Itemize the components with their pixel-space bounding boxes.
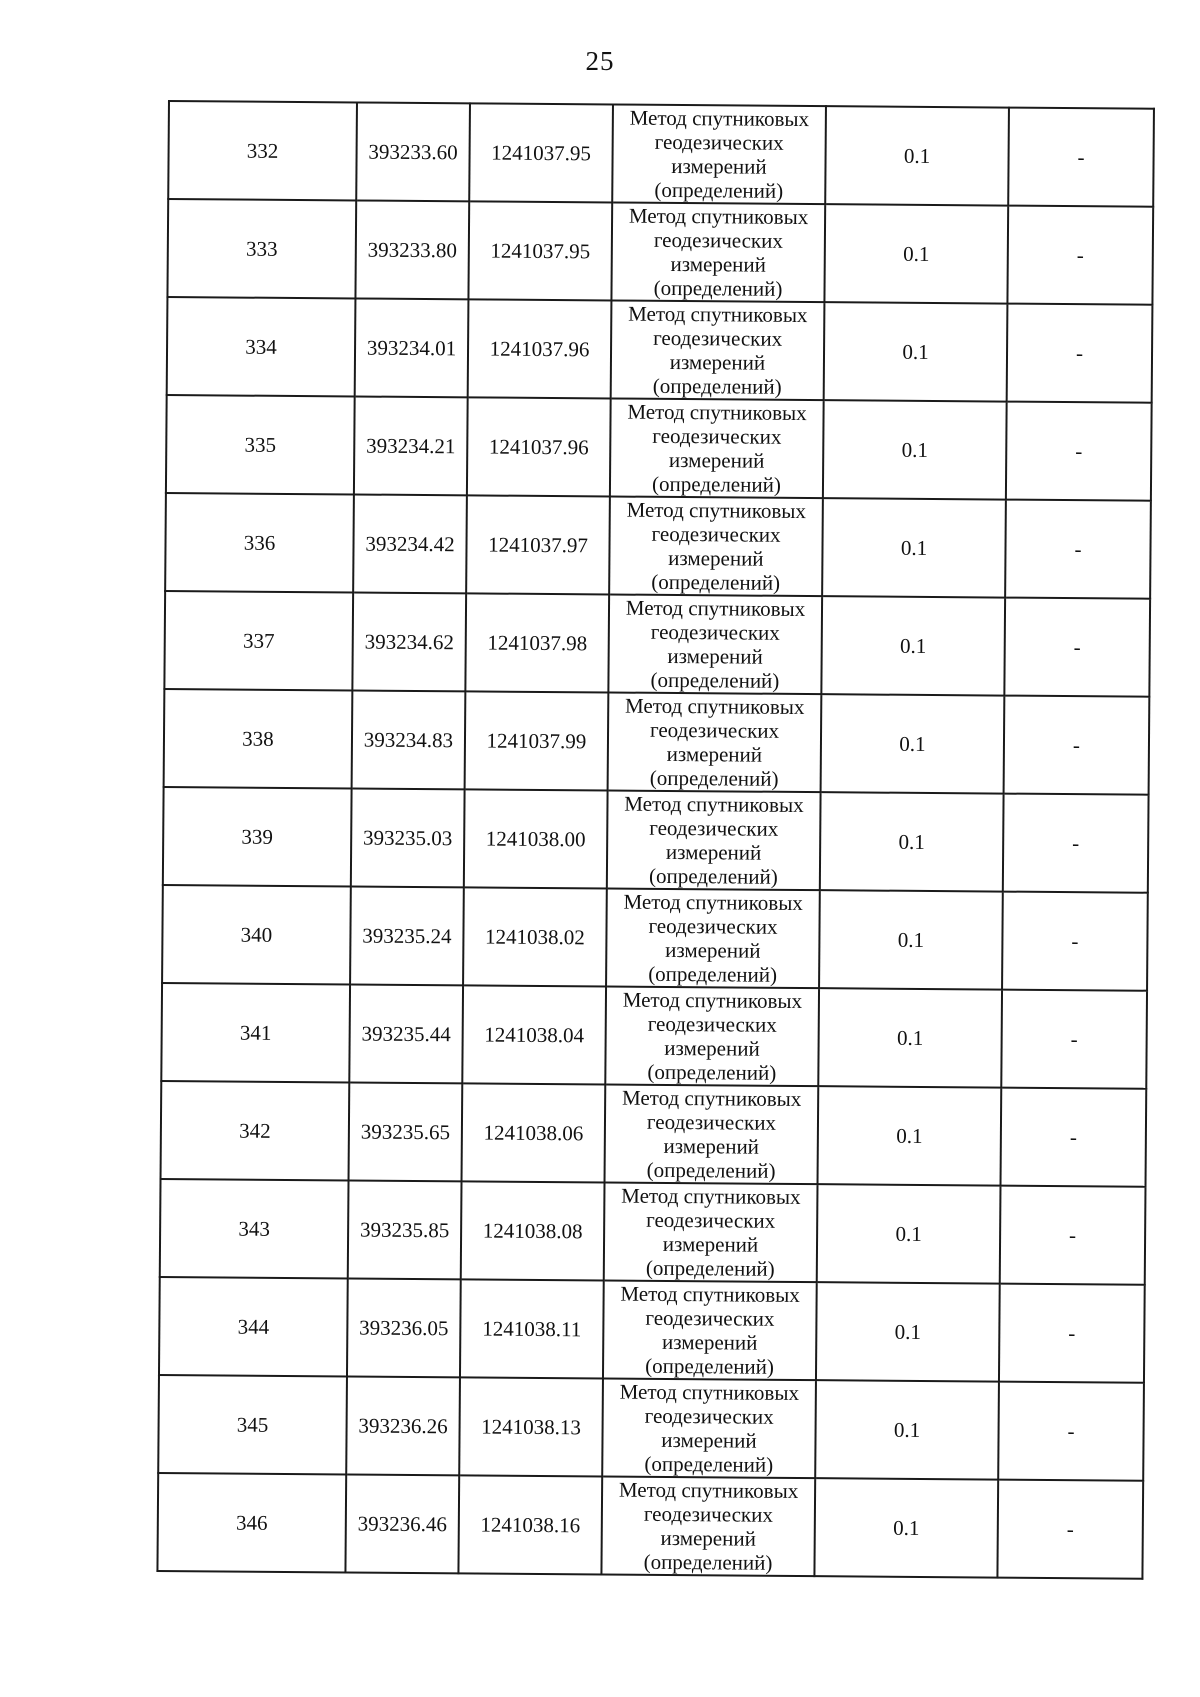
method-cell: Метод спутниковых геодезических измерений (определений) [605, 1084, 819, 1184]
method-cell: Метод спутниковых геодезических измерений (определений) [608, 692, 822, 792]
coordinate-x-cell: 393235.65 [349, 1082, 463, 1181]
accuracy-cell: 0.1 [824, 302, 1008, 401]
coordinate-y-cell: 1241038.08 [461, 1181, 605, 1280]
point-number-cell: 336 [165, 493, 354, 592]
note-cell: - [1000, 1088, 1146, 1187]
table-row [164, 689, 1150, 795]
accuracy-cell: 0.1 [821, 694, 1005, 793]
point-number-cell: 342 [161, 1081, 350, 1180]
note-cell: - [1007, 206, 1153, 305]
coordinate-y-cell: 1241038.11 [460, 1279, 604, 1378]
table-row [162, 885, 1148, 991]
method-cell: Метод спутниковых геодезических измерений (определений) [602, 1378, 816, 1478]
coordinates-table [156, 100, 1155, 1580]
table-row [166, 395, 1152, 501]
coordinate-x-cell: 393235.03 [351, 788, 465, 887]
note-cell: - [998, 1382, 1144, 1481]
table-row [161, 1081, 1147, 1187]
coordinate-y-cell: 1241037.98 [465, 593, 609, 692]
note-cell: - [1004, 696, 1150, 795]
coordinate-x-cell: 393234.62 [352, 592, 466, 691]
accuracy-cell: 0.1 [818, 988, 1002, 1087]
coordinate-y-cell: 1241037.95 [468, 201, 612, 300]
point-number-cell: 338 [164, 689, 353, 788]
accuracy-cell: 0.1 [822, 498, 1006, 597]
accuracy-cell: 0.1 [824, 204, 1008, 303]
coordinate-x-cell: 393236.46 [345, 1474, 459, 1573]
point-number-cell: 334 [167, 297, 356, 396]
point-number-cell: 337 [164, 591, 353, 690]
accuracy-cell: 0.1 [816, 1282, 1000, 1381]
accuracy-cell: 0.1 [825, 106, 1009, 205]
accuracy-cell: 0.1 [823, 400, 1007, 499]
note-cell: - [1002, 892, 1148, 991]
coordinate-y-cell: 1241038.06 [462, 1083, 606, 1182]
table-row [157, 1473, 1143, 1579]
table-row [168, 101, 1154, 207]
accuracy-cell: 0.1 [821, 596, 1005, 695]
table-row [158, 1375, 1144, 1481]
table-row [163, 787, 1149, 893]
method-cell: Метод спутниковых геодезических измерений (определений) [601, 1476, 815, 1576]
coordinate-x-cell: 393234.83 [352, 690, 466, 789]
coordinate-y-cell: 1241037.97 [466, 495, 610, 594]
point-number-cell: 343 [160, 1179, 349, 1278]
accuracy-cell: 0.1 [814, 1478, 998, 1577]
note-cell: - [1003, 794, 1149, 893]
note-cell: - [1004, 598, 1150, 697]
point-number-cell: 341 [161, 983, 350, 1082]
accuracy-cell: 0.1 [817, 1184, 1001, 1283]
table-row [167, 199, 1153, 305]
note-cell: - [999, 1284, 1145, 1383]
coordinate-x-cell: 393233.60 [356, 102, 470, 201]
page-number: 25 [585, 46, 615, 76]
method-cell: Метод спутниковых геодезических измерений (определений) [611, 300, 825, 400]
table-row [160, 1179, 1146, 1285]
coordinate-y-cell: 1241037.96 [468, 299, 612, 398]
coordinate-x-cell: 393234.01 [355, 298, 469, 397]
point-number-cell: 345 [158, 1375, 347, 1474]
point-number-cell: 335 [166, 395, 355, 494]
coordinates-table-wrapper [156, 100, 1153, 1580]
coordinate-x-cell: 393235.44 [349, 984, 463, 1083]
method-cell: Метод спутниковых геодезических измерений (определений) [604, 1182, 818, 1282]
method-cell: Метод спутниковых геодезических измерений (определений) [610, 398, 824, 498]
coordinate-y-cell: 1241038.16 [458, 1475, 602, 1574]
note-cell: - [1001, 990, 1147, 1089]
method-cell: Метод спутниковых геодезических измерений (определений) [611, 202, 825, 302]
accuracy-cell: 0.1 [815, 1380, 999, 1479]
table-row [167, 297, 1153, 403]
coordinate-y-cell: 1241038.04 [462, 985, 606, 1084]
note-cell: - [1005, 500, 1151, 599]
coordinate-y-cell: 1241037.99 [465, 691, 609, 790]
note-cell: - [1000, 1186, 1146, 1285]
coordinate-x-cell: 393233.80 [355, 200, 469, 299]
method-cell: Метод спутниковых геодезических измерений (определений) [607, 790, 821, 890]
note-cell: - [1008, 108, 1154, 207]
coordinate-x-cell: 393236.05 [347, 1278, 461, 1377]
accuracy-cell: 0.1 [819, 890, 1003, 989]
coordinate-x-cell: 393236.26 [346, 1376, 460, 1475]
method-cell: Метод спутниковых геодезических измерений (определений) [612, 104, 826, 204]
coordinate-x-cell: 393234.21 [354, 396, 468, 495]
table-row [164, 591, 1150, 697]
accuracy-cell: 0.1 [820, 792, 1004, 891]
coordinates-table-body [157, 101, 1154, 1579]
point-number-cell: 333 [167, 199, 356, 298]
coordinate-y-cell: 1241038.02 [463, 887, 607, 986]
point-number-cell: 346 [157, 1473, 346, 1572]
coordinate-x-cell: 393234.42 [353, 494, 467, 593]
table-row [165, 493, 1151, 599]
method-cell: Метод спутниковых геодезических измерений (определений) [609, 496, 823, 596]
note-cell: - [1006, 402, 1152, 501]
point-number-cell: 340 [162, 885, 351, 984]
point-number-cell: 339 [163, 787, 352, 886]
table-row [159, 1277, 1145, 1383]
coordinate-x-cell: 393235.85 [348, 1180, 462, 1279]
coordinate-x-cell: 393235.24 [350, 886, 464, 985]
note-cell: - [1007, 304, 1153, 403]
point-number-cell: 344 [159, 1277, 348, 1376]
method-cell: Метод спутниковых геодезических измерений (определений) [603, 1280, 817, 1380]
method-cell: Метод спутниковых геодезических измерений (определений) [608, 594, 822, 694]
method-cell: Метод спутниковых геодезических измерений (определений) [605, 986, 819, 1086]
coordinate-y-cell: 1241038.00 [464, 789, 608, 888]
note-cell: - [997, 1480, 1143, 1579]
method-cell: Метод спутниковых геодезических измерений (определений) [606, 888, 820, 988]
table-row [161, 983, 1147, 1089]
accuracy-cell: 0.1 [818, 1086, 1002, 1185]
point-number-cell: 332 [168, 101, 357, 200]
coordinate-y-cell: 1241037.96 [467, 397, 611, 496]
coordinate-y-cell: 1241037.95 [469, 103, 613, 202]
coordinate-y-cell: 1241038.13 [459, 1377, 603, 1476]
